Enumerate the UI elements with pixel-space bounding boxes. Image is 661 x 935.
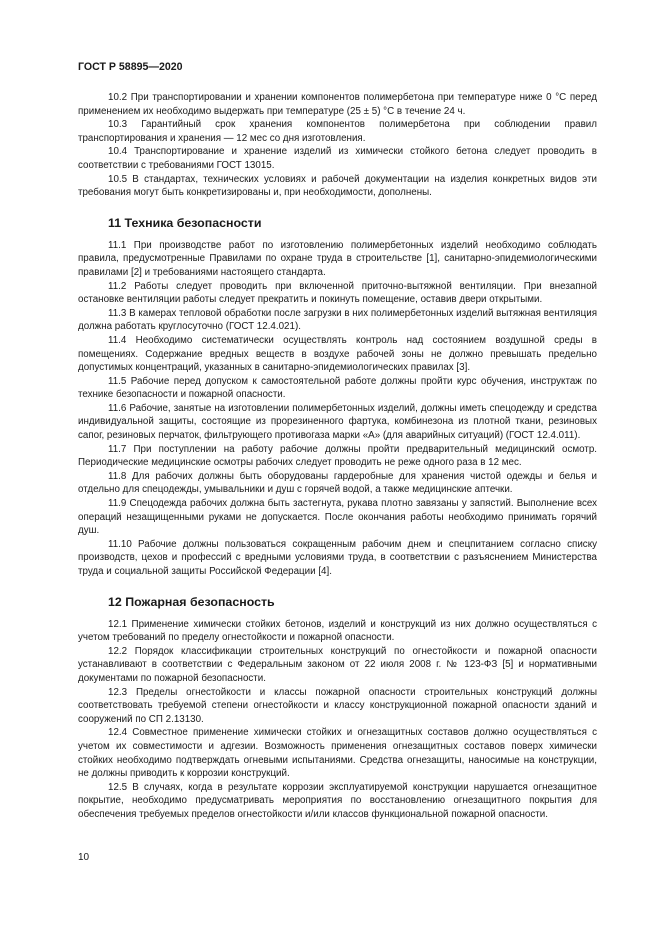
paragraph-12-4: 12.4 Совместное применение химически стойких и огнезащитных составов должно осуществляться с учетом их совместимости и адгезии. Возможность применения огнезащитных составов поверх химически стойких необходимо подтверждать огневыми испытаниями. Средства огнезащиты, наносимые на конструкции, не должны приводить к коррозии конструкций. <box>78 727 597 780</box>
paragraph-11-3: 11.3 В камерах тепловой обработки после загрузки в них полимербетонных изделий вытяжная вентиляция должна работать круглосуточно (ГОСТ 12.4.021). <box>78 307 597 333</box>
paragraph-11-10: 11.10 Рабочие должны пользоваться сокращенным рабочим днем и спецпитанием согласно списку производств, цехов и профессий с вредными условиями труда, в соответствии с разъяснением Министерства труда и социальной защиты Российской Федерации [4]. <box>78 538 597 577</box>
paragraph-11-7: 11.7 При поступлении на работу рабочие должны пройти предварительный медицинский осмотр. Периодические медицинские осмотры рабочих следует проводить не реже одного раза в 12 мес. <box>78 443 597 469</box>
paragraph-11-4: 11.4 Необходимо систематически осуществлять контроль над состоянием воздушной среды в помещениях. Содержание вредных веществ в воздухе рабочей зоны не должно превышать предельно допустимых концентраций, указанных в санитарно-эпидемиологических правилах [3]. <box>78 334 597 374</box>
paragraph-10-3: 10.3 Гарантийный срок хранения компонентов полимербетона при соблюдении правил транспортирования и хранения — 12 мес со дня изготовления. <box>78 119 597 144</box>
paragraph-10-4: 10.4 Транспортирование и хранение изделий из химически стойкого бетона следует проводить в соответствии с требованиями ГОСТ 13015. <box>78 146 597 171</box>
paragraph-11-2: 11.2 Работы следует проводить при включенной приточно-вытяжной вентиляции. При внезапной остановке вентиляции работы следует прекратить и покинуть помещение, оставив двери открытыми. <box>78 280 597 306</box>
paragraph-11-9: 11.9 Спецодежда рабочих должна быть застегнута, рукава плотно завязаны у запястий. Выполнение всех операций незащищенными руками не допускается. После окончания работы необходимо принимать горячий душ. <box>78 498 597 537</box>
paragraph-12-5: 12.5 В случаях, когда в результате коррозии эксплуатируемой конструкции нарушается огнезащитное покрытие, необходимо предусматривать мероприятия по восстановлению огнезащитного покрытия для обеспечения требуемых пределов огнестойкости и/или классов функциональной пожарной опасности. <box>78 781 597 820</box>
section-12-title: 12 Пожарная безопасность <box>108 594 275 609</box>
paragraph-12-1: 12.1 Применение химически стойких бетонов, изделий и конструкций из них должно осуществляться с учетом требований по пределу огнестойкости и пожарной опасности. <box>78 618 597 644</box>
paragraph-10-2: 10.2 При транспортировании и хранении компонентов полимербетона при температуре ниже 0 °С перед применением их необходимо выдержать при температуре (25 ± 5) °С в течение 24 ч. <box>78 92 597 117</box>
paragraph-11-6: 11.6 Рабочие, занятые на изготовлении полимербетонных изделий, должны иметь спецодежду и средства индивидуальной защиты, состоящие из прорезиненного фартука, комбинезона из плотной ткани, резиновых сапог, резиновых перчаток, фильтрующего противогаза марки «А» (для аварийных ситуаций) (ГОСТ 12.4.011). <box>78 402 597 442</box>
page-header-standard: ГОСТ Р 58895—2020 <box>78 61 183 73</box>
paragraph-12-3: 12.3 Пределы огнестойкости и классы пожарной опасности строительных конструкций должны соответствовать требуемой степени огнестойкости и классу конструкционной пожарной опасности зданий и сооружений по СП 2.13130. <box>78 686 597 725</box>
page-number: 10 <box>78 852 90 863</box>
paragraph-11-1: 11.1 При производстве работ по изготовлению полимербетонных изделий необходимо соблюдать правила, предусмотренные Правилами по охране труда в строительстве [1], санитарно-эпидемиологическими правилами [2] и требованиями настоящего стандарта. <box>78 239 597 278</box>
paragraph-11-5: 11.5 Рабочие перед допуском к самостоятельной работе должны пройти курс обучения, инструктаж по технике безопасности и пожарной опасности. <box>78 375 597 401</box>
section-11-title: 11 Техника безопасности <box>108 215 262 230</box>
paragraph-10-5: 10.5 В стандартах, технических условиях и рабочей документации на изделия конкретных видов эти требования могут быть конкретизированы и, при необходимости, дополнены. <box>78 173 597 199</box>
paragraph-11-8: 11.8 Для рабочих должны быть оборудованы гардеробные для хранения чистой одежды и белья и отдельно для спецодежды, умывальники и душ с горячей водой, а также медицинские аптечки. <box>78 470 597 496</box>
paragraph-12-2: 12.2 Порядок классификации строительных конструкций по огнестойкости и пожарной опасности устанавливают в соответствии с Федеральным законом от 22 июля 2008 г. № 123-ФЗ [5] и нормативными документами по пожарной безопасности. <box>78 645 597 684</box>
document-body <box>78 91 597 822</box>
